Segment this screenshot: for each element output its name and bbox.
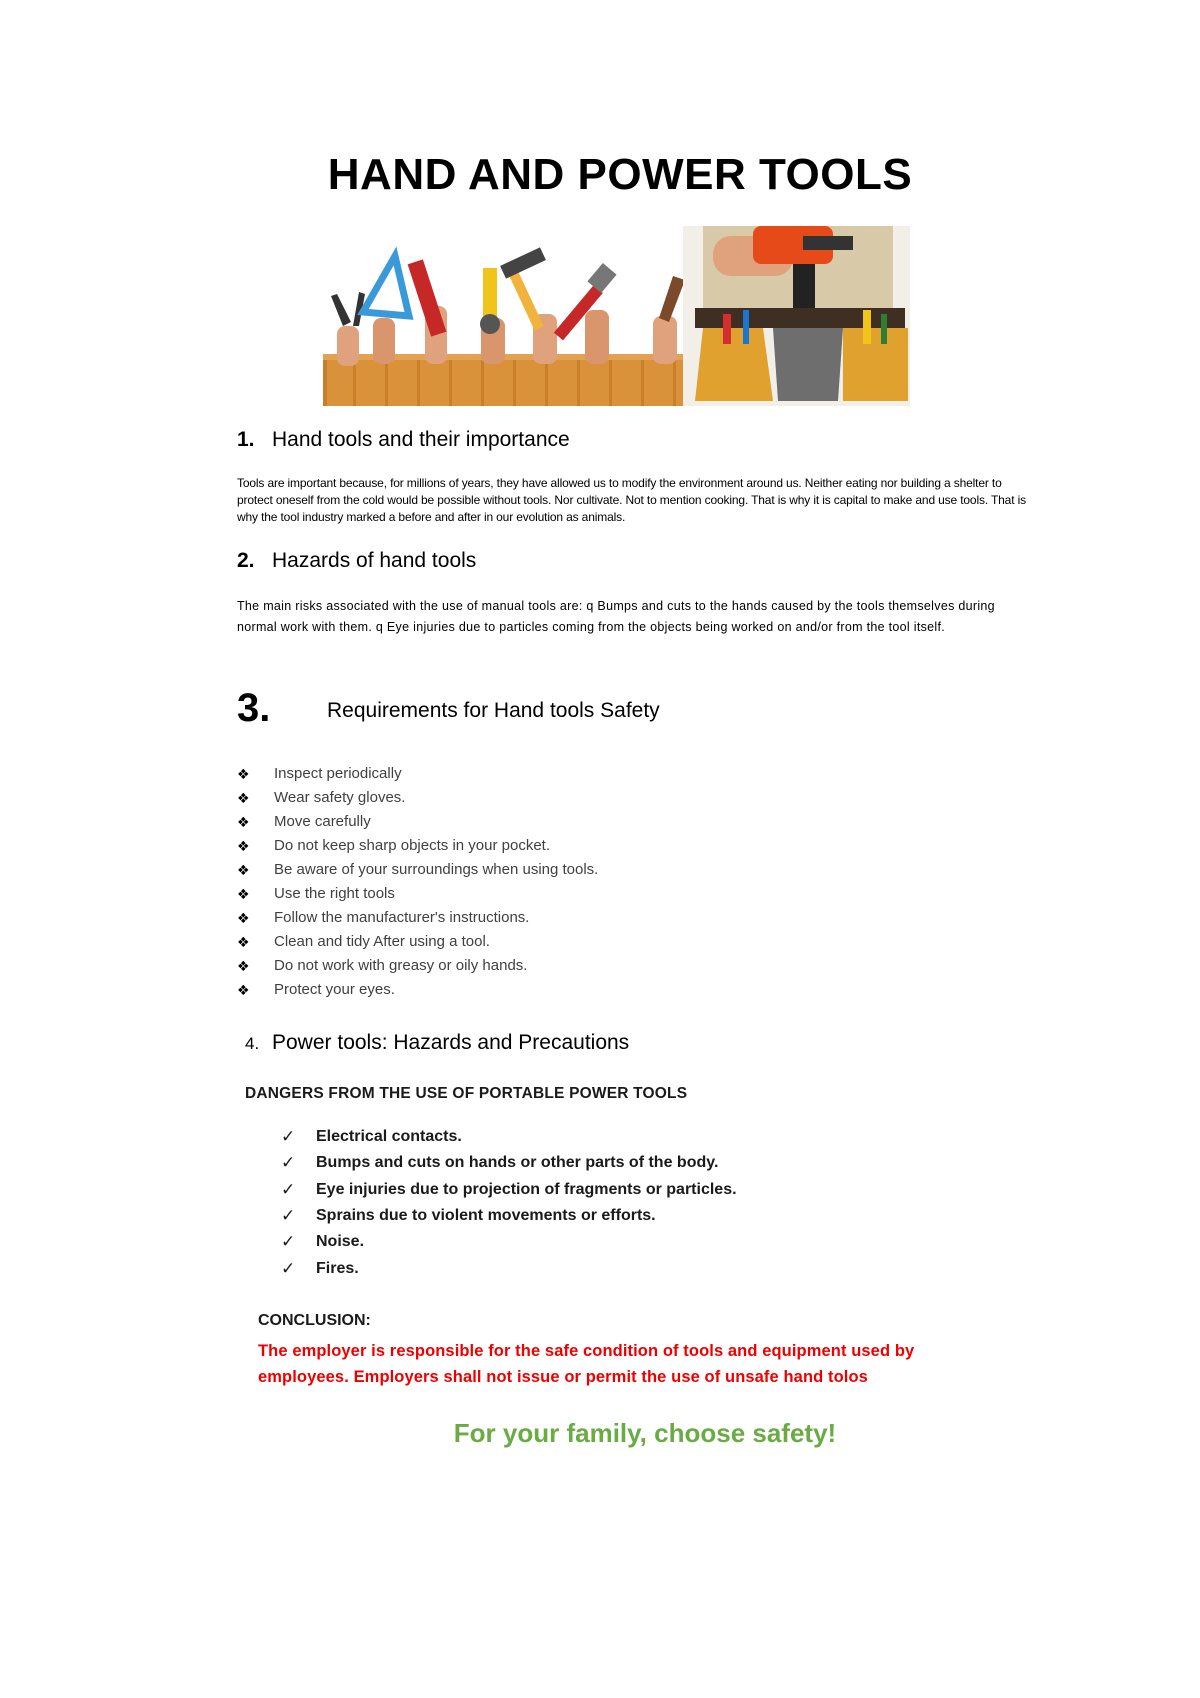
section-2-heading (237, 549, 476, 573)
diamond-bullet-icon: ❖ (237, 934, 250, 950)
section-4-heading (245, 1031, 629, 1055)
page-title: HAND AND POWER TOOLS (327, 150, 913, 199)
checkmark-icon: ✓ (281, 1232, 296, 1252)
list-item: ❖ Use the right tools (237, 882, 598, 906)
section-number: 4. (245, 1034, 260, 1053)
hand-holding-saw-icon (653, 276, 685, 364)
conclusion-text: The employer is responsible for the safe condition of tools and equipment used by employees. Employers shall not issue or permit the use of unsafe hand tolos (258, 1342, 915, 1386)
section-title: Hand tools and their importance (272, 428, 570, 451)
list-item: ❖ Clean and tidy After using a tool. (237, 930, 598, 954)
power-tool-dangers-list (281, 1124, 737, 1282)
list-item: ✓ Fires. (281, 1255, 737, 1281)
list-item: ✓ Sprains due to violent movements or efforts. (281, 1203, 737, 1229)
list-item: ❖ Inspect periodically (237, 762, 598, 786)
hand-holding-hammer-icon (500, 247, 557, 364)
list-item: ✓ Eye injuries due to projection of fragments or particles. (281, 1177, 737, 1203)
list-item: ✓ Noise. (281, 1229, 737, 1255)
section-1-body: Tools are important because, for millions of years, they have allowed us to modify the environment around us. Neither eating nor building a shelter to protect oneself from the cold would be possible without tools. Nor cultivate. Not to mention cooking. That is why it is capital to make and use tools. That is why the tool industry marked a before and after in our evolution as animals. (237, 476, 1026, 524)
hand-holding-triangle-ruler-icon (363, 256, 409, 364)
checkmark-icon: ✓ (281, 1127, 296, 1147)
section-1-heading (237, 428, 570, 452)
checkmark-icon: ✓ (281, 1153, 296, 1173)
section-title: Hazards of hand tools (272, 549, 477, 572)
diamond-bullet-icon: ❖ (237, 862, 250, 878)
safety-requirements-list (237, 762, 598, 1002)
list-item: ❖ Protect your eyes. (237, 978, 598, 1002)
section-2-body: The main risks associated with the use of manual tools are: q Bumps and cuts to the hands caused by the tools themselves during normal work with them. q Eye injuries due to particles coming from the objects being worked on and/or from the tool itself. (237, 599, 995, 634)
checkmark-icon: ✓ (281, 1258, 296, 1278)
dangers-subheading: DANGERS FROM THE USE OF PORTABLE POWER TOOLS (245, 1085, 688, 1102)
list-item: ❖ Follow the manufacturer's instructions. (237, 906, 598, 930)
worker-with-drill-and-tool-belt (683, 226, 910, 406)
safety-slogan: For your family, choose safety! (453, 1418, 837, 1448)
hand-holding-level-icon (408, 259, 447, 364)
section-number: 1. (237, 428, 255, 451)
hand-tools-banner-image (323, 226, 910, 406)
diamond-bullet-icon: ❖ (237, 886, 250, 902)
diamond-bullet-icon: ❖ (237, 790, 250, 806)
section-title: Requirements for Hand tools Safety (327, 699, 660, 722)
diamond-bullet-icon: ❖ (237, 958, 250, 974)
diamond-bullet-icon: ❖ (237, 838, 250, 854)
list-item: ❖ Do not keep sharp objects in your pocket. (237, 834, 598, 858)
conclusion-label: CONCLUSION: (258, 1312, 371, 1329)
list-item: ❖ Wear safety gloves. (237, 786, 598, 810)
diamond-bullet-icon: ❖ (237, 910, 250, 926)
checkmark-icon: ✓ (281, 1206, 296, 1226)
hand-holding-wrench-icon (554, 263, 617, 364)
hand-holding-tape-measure-icon (480, 268, 505, 364)
section-title: Power tools: Hazards and Precautions (272, 1031, 630, 1054)
section-3-heading (237, 686, 660, 731)
section-number: 2. (237, 549, 255, 572)
list-item: ❖ Be aware of your surroundings when using tools. (237, 858, 598, 882)
list-item: ✓ Bumps and cuts on hands or other parts of the body. (281, 1150, 737, 1176)
diamond-bullet-icon: ❖ (237, 982, 250, 998)
checkmark-icon: ✓ (281, 1179, 296, 1199)
list-item: ❖ Move carefully (237, 810, 598, 834)
list-item: ❖ Do not work with greasy or oily hands. (237, 954, 598, 978)
list-item: ✓ Electrical contacts. (281, 1124, 737, 1150)
diamond-bullet-icon: ❖ (237, 766, 250, 782)
diamond-bullet-icon: ❖ (237, 814, 250, 830)
section-number: 3. (237, 686, 271, 730)
